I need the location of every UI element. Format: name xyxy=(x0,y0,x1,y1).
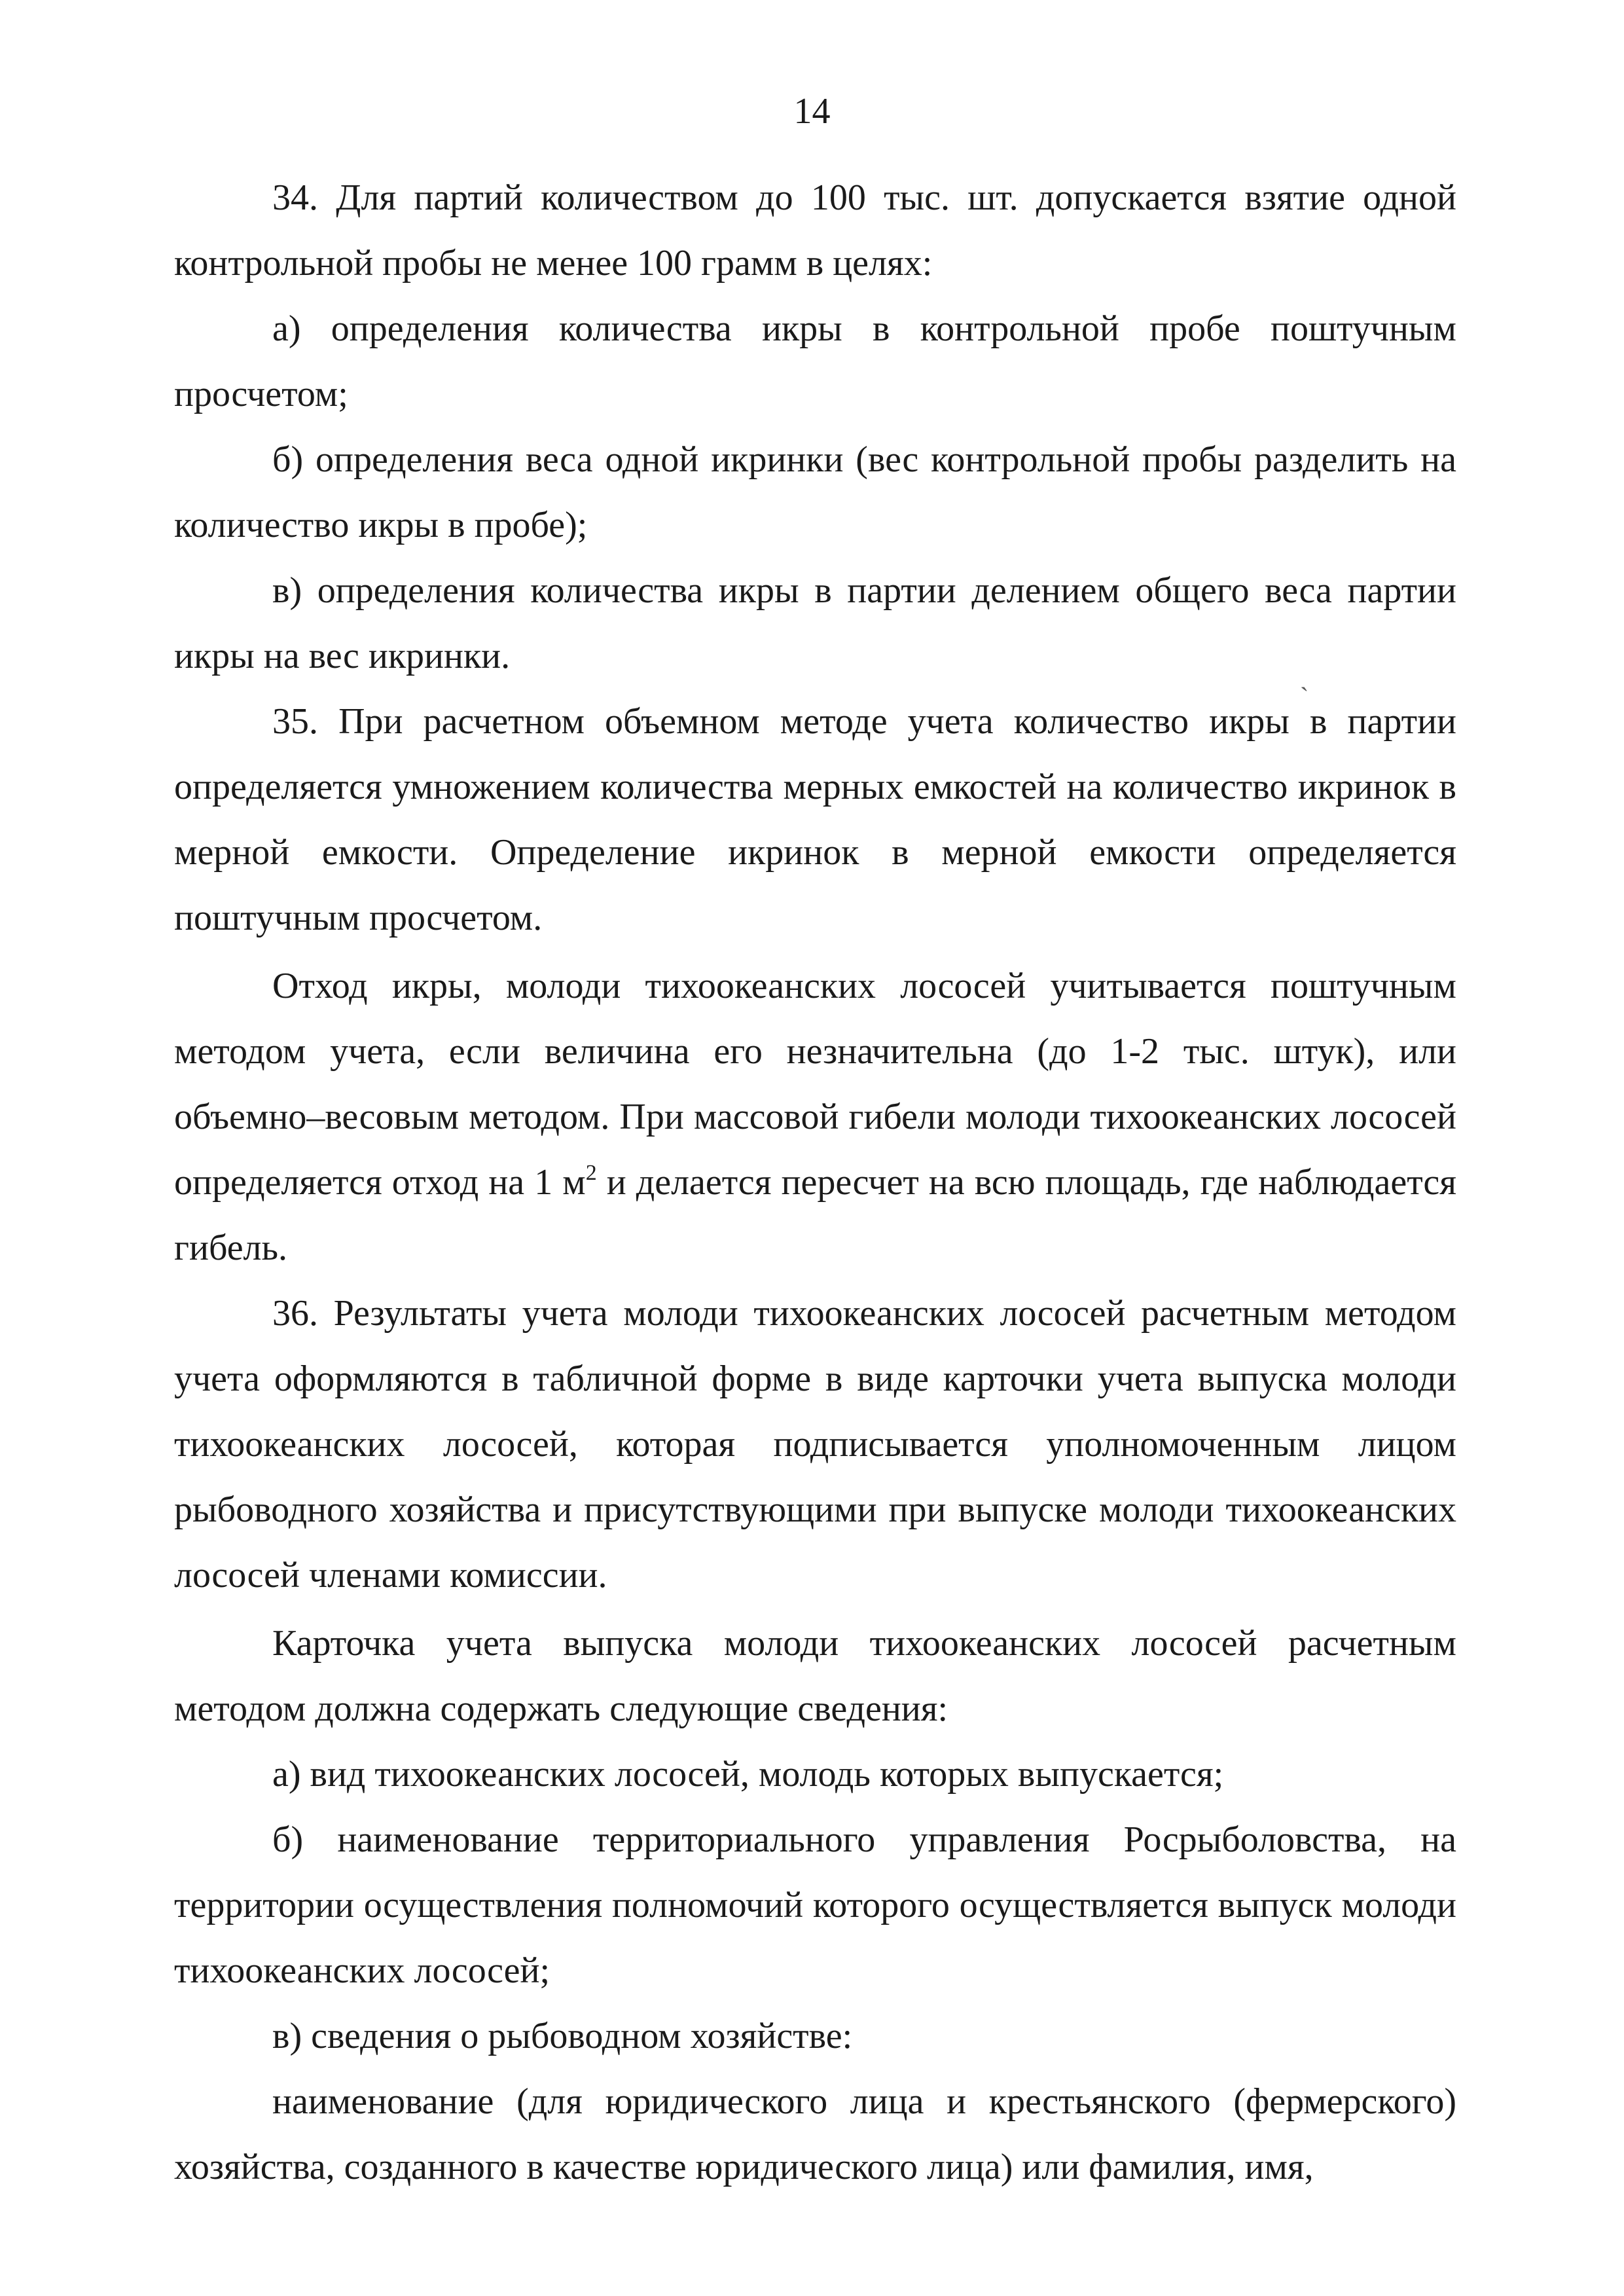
paragraph-card-contents: Карточка учета выпуска молоди тихоокеанских лососей расчетным методом должна содержать следующие сведения: xyxy=(174,1623,1456,1729)
paragraph-34: 34. Для партий количеством до 100 тыс. шт. допускается взятие одной контрольной пробы не менее 100 грамм в целях: xyxy=(174,177,1456,283)
document-body xyxy=(174,165,1456,2200)
card-item-name: наименование (для юридического лица и крестьянского (фермерского) хозяйства, созданного в качестве юридического лица) или фамилия, имя, xyxy=(174,2081,1456,2187)
page-number: 14 xyxy=(793,91,831,132)
card-item-b: б) наименование территориального управления Росрыболовства, на территории осуществления полномочий которого осуществляется выпуск молоди тихоокеанских лососей; xyxy=(174,1819,1456,1991)
paragraph-34-item-b: б) определения веса одной икринки (вес контрольной пробы разделить на количество икры в пробе); xyxy=(174,439,1456,545)
square-superscript: 2 xyxy=(585,1161,597,1185)
paragraph-35: 35. При расчетном объемном методе учета количество икры в партии определяется умножением количества мерных емкостей на количество икринок в мерной емкости. Определение икринок в мерной емкости определяется поштучным просчетом. xyxy=(174,701,1456,938)
paragraph-34-item-a: а) определения количества икры в контрольной пробе поштучным просчетом; xyxy=(174,308,1456,414)
paragraph-34-item-v: в) определения количества икры в партии делением общего веса партии икры на вес икринки. xyxy=(174,570,1456,676)
paragraph-waste-text-before: Отход икры, молоди тихоокеанских лососей учитывается поштучным методом учета, если величина его незначительна (до 1-2 тыс. штук), или объемно–весовым методом. При массовой гибели молоди тихоокеанских лососей определяется отход на 1 м xyxy=(174,966,1456,1203)
stray-mark: ˎ xyxy=(1300,662,1309,691)
paragraph-waste-text-after: и делается пересчет на всю площадь, где наблюдается гибель. xyxy=(174,1162,1456,1268)
paragraph-36: 36. Результаты учета молоди тихоокеанских лососей расчетным методом учета оформляются в табличной форме в виде карточки учета выпуска молоди тихоокеанских лососей, которая подписывается уполномоченным лицом рыбоводного хозяйства и присутствующими при выпуске молоди тихоокеанских лососей членами комиссии. xyxy=(174,1293,1456,1595)
paragraph-waste-accounting xyxy=(174,953,1456,1281)
card-item-a: а) вид тихоокеанских лососей, молодь которых выпускается; xyxy=(272,1754,1224,1795)
card-item-v: в) сведения о рыбоводном хозяйстве: xyxy=(272,2016,853,2056)
